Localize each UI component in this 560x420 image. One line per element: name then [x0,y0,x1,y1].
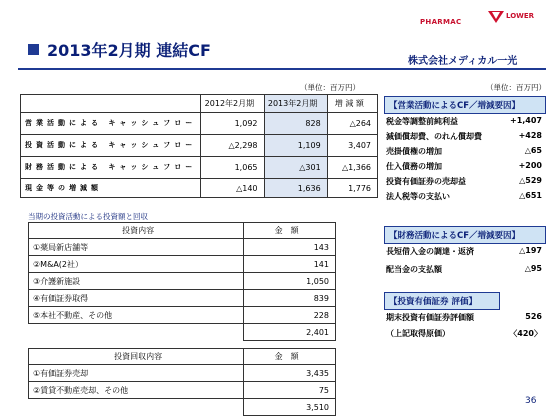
logo-text-right: LOWER [506,12,535,20]
logo-text-left: PHARMAC [420,18,462,26]
securities-label: 期末投資有価証券評価額 [386,313,474,322]
recovery-amount: 3,435 [244,365,336,382]
securities-label: （上記取得原価） [386,329,450,338]
investment-item: ⑤本社不動産、その他 [29,307,244,324]
cf-header-2012: 2012年2月期 [201,95,264,113]
cf-value-diff: △1,366 [327,157,377,179]
cf-value-diff: 1,776 [327,179,377,198]
title-row [28,38,211,61]
factor-value: +428 [518,131,542,140]
factor-label: 税金等調整前純利益 [386,117,458,126]
list-item [386,191,542,202]
cf-row-label: 営業活動による キャッシュフロー [21,113,201,135]
cf-value-2012: △2,298 [201,135,264,157]
list-item [386,246,542,257]
factor-value: △65 [524,146,542,155]
recovery-item: ②賃貸不動産売却、その他 [29,382,244,399]
table-row [21,179,378,198]
investment-amount: 1,050 [244,273,336,290]
investment-total-row [29,324,336,341]
recovery-header-row [29,349,336,365]
list-item [386,264,542,275]
factor-value: △651 [519,191,542,200]
factor-value: △95 [524,264,542,273]
factor-value: △197 [519,246,542,255]
cf-header-row [21,95,378,113]
investment-header-row [29,223,336,239]
company-name: 株式会社メディカル一光 [408,56,518,67]
factor-label: 売掛債権の増加 [386,147,442,156]
factor-value: +200 [518,161,542,170]
table-row [21,135,378,157]
operating-factors-title: 【営業活動によるCF／増減要因】 [384,96,546,114]
cf-value-2013: 828 [264,113,327,135]
page-number: 36 [525,396,537,406]
recovery-item: ①有価証券売却 [29,365,244,382]
flower-logo-icon [487,10,505,24]
table-row [29,365,336,382]
cf-header-blank [21,95,201,113]
unit-left: （単位：百万円） [300,83,360,92]
factor-label: 法人税等の支払い [386,192,450,201]
cf-value-2012: △140 [201,179,264,198]
factor-value: +1,407 [509,116,542,125]
unit-right: （単位：百万円） [486,83,546,92]
investment-amount: 228 [244,307,336,324]
investment-item: ①薬局新店舗等 [29,239,244,256]
securities-title: 【投資有価証券 評価】 [384,292,500,310]
list-item [386,312,542,323]
factor-label: 投資有価証券の売却益 [386,177,466,186]
cf-header-diff: 増 減 額 [327,95,377,113]
cf-value-2013: 1,109 [264,135,327,157]
recovery-table [28,348,336,416]
recovery-total-blank [29,399,244,416]
investment-item: ③介護新施設 [29,273,244,290]
investment-section-note: 当期の投資活動による投資額と回収 [28,212,148,221]
investment-amount: 839 [244,290,336,307]
list-item [386,328,542,339]
cf-summary-table [20,94,378,198]
table-row [21,113,378,135]
title-bullet-icon [28,44,39,55]
list-item [386,116,542,127]
cf-value-diff: 3,407 [327,135,377,157]
recovery-total-row [29,399,336,416]
cf-value-2013: 1,636 [264,179,327,198]
investment-amount: 141 [244,256,336,273]
cf-value-2012: 1,065 [201,157,264,179]
securities-value: 〈420〉 [509,329,542,338]
investment-header-amount: 金 額 [244,223,336,239]
table-row [29,290,336,307]
investment-amount: 143 [244,239,336,256]
list-item [386,161,542,172]
investment-total: 2,401 [244,324,336,341]
financing-factors-title: 【財務活動によるCF／増減要因】 [384,226,546,244]
list-item [386,176,542,187]
table-row [21,157,378,179]
table-row [29,239,336,256]
recovery-header-item: 投資回収内容 [29,349,244,365]
investment-item: ④有価証券取得 [29,290,244,307]
cf-row-label: 投資活動による キャッシュフロー [21,135,201,157]
factor-label: 減価償却費、のれん償却費 [386,132,482,141]
cf-row-label: 現金等の増減額 [21,179,201,198]
investment-header-item: 投資内容 [29,223,244,239]
table-row [29,382,336,399]
cf-value-diff: △264 [327,113,377,135]
recovery-total: 3,510 [244,399,336,416]
recovery-amount: 75 [244,382,336,399]
list-item [386,146,542,157]
investment-total-blank [29,324,244,341]
factor-label: 配当金の支払額 [386,265,442,274]
investment-item: ②M&A(2社） [29,256,244,273]
table-row [29,256,336,273]
table-row [29,273,336,290]
cf-value-2012: 1,092 [201,113,264,135]
securities-value: 526 [525,312,542,321]
cf-header-2013: 2013年2月期 [264,95,327,113]
header-divider [18,68,546,70]
factor-label: 長短借入金の調達・返済 [386,247,474,256]
table-row [29,307,336,324]
cf-row-label: 財務活動による キャッシュフロー [21,157,201,179]
investment-table [28,222,336,341]
cf-value-2013: △301 [264,157,327,179]
factor-label: 仕入債務の増加 [386,162,442,171]
page-title: 2013年2月期 連結CF [47,41,211,60]
recovery-header-amount: 金 額 [244,349,336,365]
factor-value: △529 [519,176,542,185]
list-item [386,131,542,142]
